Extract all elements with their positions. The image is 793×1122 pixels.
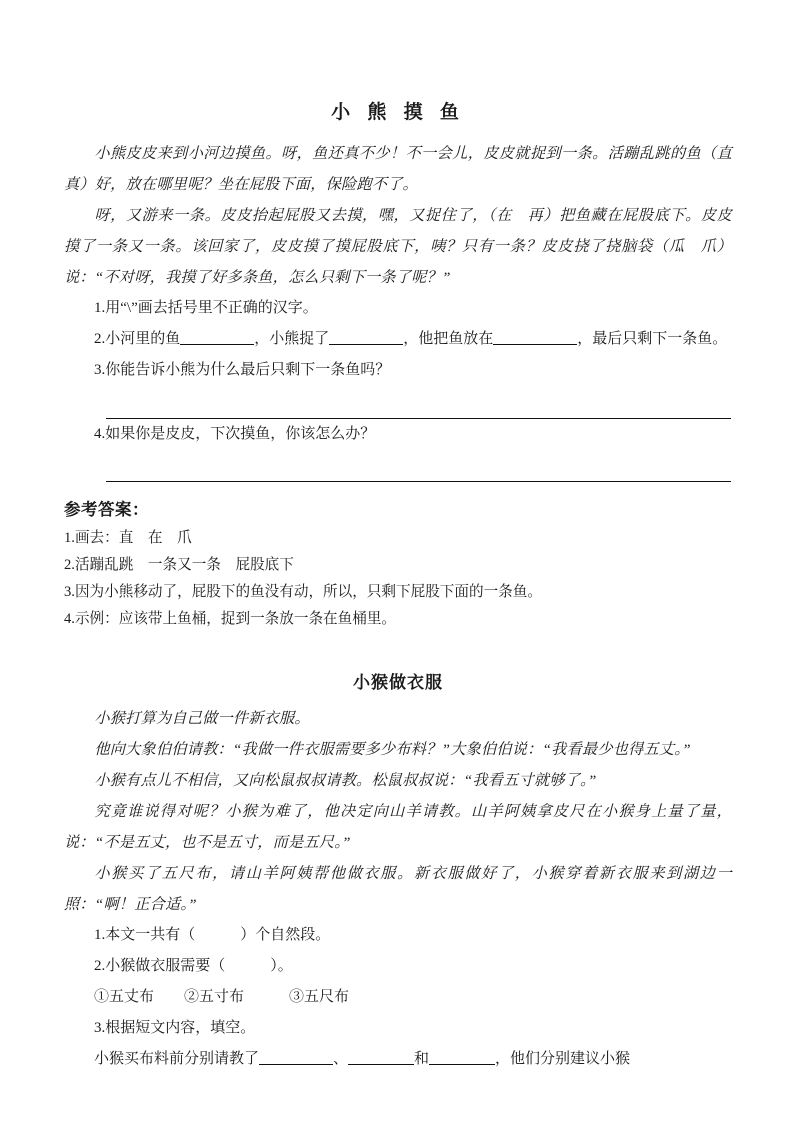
article2-paragraph-1: 小猴打算为自己做一件新衣服。 <box>94 710 310 728</box>
article1-q2-blank-1[interactable] <box>180 329 254 345</box>
article1-q2-text-2: ，小熊捉了 <box>254 330 330 347</box>
answer-key-heading: 参考答案： <box>64 500 149 519</box>
spacer-before-article2 <box>64 633 732 671</box>
article2-paragraph-4: 究竟谁说得对呢？小猴为难了，他决定向山羊请教。山羊阿姨拿皮尺在小猴身上量了量，说：“不是五丈，也不是五寸，而是五尺。” <box>64 803 732 852</box>
article2-title: 小猴做衣服 <box>353 672 443 692</box>
article1-q2-text-4: ，最后只剩下一条鱼。 <box>577 330 728 347</box>
article2-paragraph-2: 他向大象伯伯请教：“我做一件衣服需要多少布料？”大象伯伯说：“我看最少也得五丈。” <box>94 741 691 759</box>
article1-question-4: 4.如果你是皮皮，下次摸鱼，你该怎么办？ <box>94 425 376 442</box>
article1-paragraph-2: 呀，又游来一条。皮皮抬起屁股又去摸，嘿，又捉住了，（在 再）把鱼藏在屁股底下。皮皮摸了一条又一条。该回家了，皮皮摸了摸屁股底下，咦？只有一条？皮皮挠了挠脑袋（瓜 爪）说：“不对呀，我摸了好多条鱼，怎么只剩下一条了呢？” <box>64 206 732 286</box>
article2-q4-blank-1[interactable] <box>259 1049 333 1065</box>
answer-key-line-1: 1.画去：直 在 爪 <box>64 529 192 546</box>
answer-key-line-2: 2.活蹦乱跳 一条又一条 屁股底下 <box>64 556 294 573</box>
answer-key-line-3: 3.因为小熊移动了，屁股下的鱼没有动，所以，只剩下屁股下面的一条鱼。 <box>64 583 542 600</box>
article2-q4-text-3: 和 <box>414 1051 430 1068</box>
article1-question-1: 1.用“\”画去括号里不正确的汉字。 <box>94 299 318 316</box>
article1-q3-answer-space <box>64 386 732 418</box>
article1-q2-text-3: ，他把鱼放在 <box>403 330 494 347</box>
article1-paragraph-1: 小熊皮皮来到小河边摸鱼。呀，鱼还真不少！不一会儿，皮皮就捉到一条。活蹦乱跳的鱼（直 真）好，放在哪里呢？坐在屁股下面，保险跑不了。 <box>64 144 748 193</box>
article2-question-3: 3.根据短文内容，填空。 <box>94 1020 256 1037</box>
article1-q2-blank-3[interactable] <box>493 329 577 345</box>
article1-question-3: 3.你能告诉小熊为什么最后只剩下一条鱼吗？ <box>94 361 391 378</box>
content-column <box>64 100 748 1075</box>
article2-question-1: 1.本文一共有（ ）个自然段。 <box>94 927 331 944</box>
article1-q2-text-1: 2.小河里的鱼 <box>94 330 181 347</box>
article2-q4-text-1: 小猴买布料前分别请教了 <box>94 1051 260 1068</box>
article1-question-2 <box>64 324 732 355</box>
article2-question-2: 2.小猴做衣服需要（ ）。 <box>94 958 293 975</box>
article2-paragraph-5: 小猴买了五尺布，请山羊阿姨帮他做衣服。新衣服做好了，小猴穿着新衣服来到湖边一照：“啊！正合适。” <box>64 865 732 914</box>
article2-question-2-options[interactable]: ①五丈布 ②五寸布 ③五尺布 <box>94 989 350 1006</box>
article2-paragraph-3: 小猴有点儿不相信，又向松鼠叔叔请教。松鼠叔叔说：“我看五寸就够了。” <box>94 772 597 790</box>
article2-question-4 <box>64 1044 732 1075</box>
answer-key-line-4: 4.示例：应该带上鱼桶，捉到一条放一条在鱼桶里。 <box>64 610 397 627</box>
article2-q4-text-2: 、 <box>333 1051 349 1068</box>
article2-q4-text-4: ，他们分别建议小猴 <box>495 1051 631 1068</box>
article2-q4-blank-3[interactable] <box>429 1049 495 1065</box>
article2-q4-blank-2[interactable] <box>348 1049 414 1065</box>
article1-title: 小 熊 摸 鱼 <box>331 102 465 123</box>
article1-q4-answer-space <box>64 450 732 481</box>
article1-q2-blank-2[interactable] <box>329 329 403 345</box>
spacer-before-answer-key <box>64 482 732 495</box>
